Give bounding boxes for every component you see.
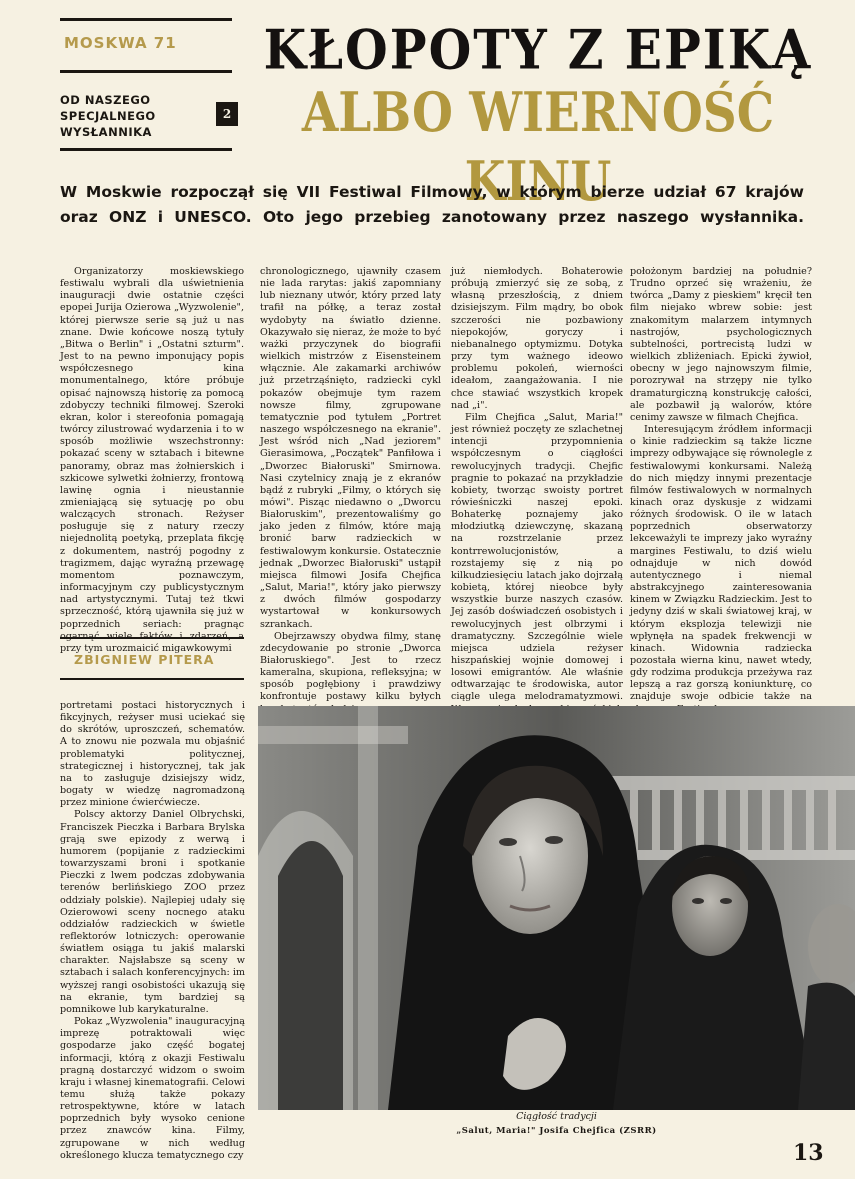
section-label: MOSKWA 71 (64, 34, 177, 52)
article-column-2 (260, 266, 441, 702)
article-paragraph: chronologicznego, ujawniły czasem nie lada rarytas: jakiś zapomniany lub nieznany utwór, który przed laty trafił na półkę, a teraz został wydobyty na światło dzienne. Okazywało się nieraz, że może to być ważki przyczynek do biografii wielkich mistrzów z Eisensteinem włącznie. Ale zakamarki archiwów już przetrząśnięto, radziecki cykl pokazów obejmuje tym razem nowsze filmy, zgrupowane tematycznie pod tytułem „Portret naszego współczesnego na ekranie". Jest wśród nich „Nad jeziorem" Gierasimowa, „Początek" Panfiłowa i „Dworzec Białoruski" Smirnowa. Nasi czytelnicy znają je z ekranów bądź z rubryki „Filmy, o których się mówi". Pisząc niedawno o „Dworcu Białoruskim", prezentowaliśmy go jako jeden z filmów, które mają bronić barw radzieckich w festiwalowym konkursie. Ostatecznie jednak „Dworzec Białoruski" ustąpił miejsca filmowi Josifa Chejfica „Salut, Maria!", który jako pierwszy z dwóch filmów gospodarzy wystartował w konkursowych szrankach. (260, 266, 441, 630)
correspondent-label: OD NASZEGO SPECJALNEGO WYSŁANNIKA (60, 93, 156, 139)
caption-credit: „Salut, Maria!" Josifa Chejfica (ZSRR) (456, 1126, 657, 1136)
headline-line1: KŁOPOTY Z EPIKĄ (263, 18, 813, 82)
page-number: 13 (793, 1140, 824, 1166)
article-column-1b (60, 700, 245, 1161)
mid-rule-left (60, 70, 232, 73)
author-byline: ZBIGNIEW PITERA (74, 652, 215, 667)
film-still-image (258, 706, 855, 1110)
bottom-rule-left (60, 148, 232, 151)
article-paragraph: Obejrzawszy obydwa filmy, stanę zdecydowanie po stronie „Dworca Białoruskiego". Jest to rzecz kameralna, skupiona, refleksyjna; w sposób pogłębiony i prawdziwy konfrontuje postawy kilku byłych (260, 630, 441, 703)
article-paragraph: portretami postaci historycznych i fikcyjnych, reżyser musi uciekać się do skrótów, uproszczeń, schematów. A to znowu nie pozwala mu objaśnić problematyki politycznej, strategicznej i historycznej, tak jak na to zasługuje dzisiejszy widz, bogaty w wiedzę nagromadzoną przez minione ćwierćwiecze. (60, 700, 245, 809)
article-paragraph: położonym bardziej na południe? Trudno oprzeć się wrażeniu, że twórca „Damy z pieskiem" kręcił ten film niejako wbrew sobie: jest znakomitym malarzem intymnych nastrojów, psychologicznych subtelności, portrecistą ludzi w wielkich zbliżeniach. Epicki żywioł, obecny w jego najnowszym filmie, porozrywał na strzępy nie tylko dramaturgiczną konstrukcję całości, ale pozbawił ją walorów, które cenimy zawsze w filmach Chejfica. (630, 266, 812, 423)
article-column-4 (630, 266, 812, 702)
film-still-photo (258, 706, 855, 1110)
article-column-1 (60, 266, 244, 654)
caption-title: Ciągłość tradycji (516, 1111, 597, 1122)
author-rule (60, 637, 244, 639)
author-rule-bottom (60, 678, 244, 680)
article-paragraph: Interesującym źródłem informacji o kinie radzieckim są także liczne imprezy odbywające się równolegle z festiwalowymi konkursami. Należą do nich między innymi prezentacje filmów festiwalowych w normalnych kinach oraz dyskusje z widzami różnych środowisk. O ile w latach poprzednich obserwatorzy lekceważyli te imprezy jako wyraźny margines Festiwalu, to dziś wielu odnajduje w nich dowód autentycznego i niemal abstrakcyjnego zainteresowania kinem w Związku Radzieckim. Jest to jedyny dziś w skali światowej kraj, w którym eksplozja telewizji nie wpłynęła na spadek frekwencji w kinach. Widownia radziecka pozostała wierna kinu, nawet wtedy, gdy rodzima produkcja przeżywa raz lepszą a raz gorszą koniunkturę, co znajduje swoje odbicie także na (630, 424, 812, 703)
article-paragraph: Polscy aktorzy Daniel Olbrychski, Franciszek Pieczka i Barbara Brylska grają swe epizody z werwą i humorem (popijanie z radzieckimi towarzyszami broni i spotkanie Pieczki z lwem podczas zdobywania terenów berlińskiego ZOO przez oddziały polskie). Najlepiej udały się Ozierowowi sceny nocnego ataku oddziałów radzieckich w świetle reflektorów lotniczych: operowanie światłem osiąga tu jakiś malarski charakter. Najsłabsze są sceny w sztabach i salach konferencyjnych: im wyższej rangi osobistości ukazują się na ekranie, tym bardziej są pomnikowe lub karykaturalne. (60, 809, 245, 1015)
article-paragraph: Organizatorzy moskiewskiego festiwalu wybrali dla uświetnienia inauguracji dwie ostatnie części epopei Jurija Ozierowa „Wyzwolenie", której pierwsze serie są już u nas znane. Dwie końcowe noszą tytuły „Bitwa o Berlin" i „Ostatni szturm". Jest to na pewno imponujący popis współczesnego kina monumentalnego, które próbuje opisać najnowszą historię za pomocą zdobyczy techniki filmowej. Szeroki ekran, kolor i stereofonia pomagają twórcy zilustrować wydarzenia i to w sposób możliwie wszechstronny: pokazać sceny w sztabach i bitewne panoramy, obraz mas żołnierskich i szkicowe sylwetki żołnierzy, frontową lawinę ognia i nieustannie zmieniającą się sytuację po obu walczących stronach. Reżyser posługuje się z natury rzeczy niejednolitą poetyką, przeplata fikcję z dokumentem, nastrój pogodny z tragizmem, dając wyraźną przewagę momentom poznawczym, informacyjnym czy publicystycznym nad artystycznymi. Tutaj też tkwi sprzeczność, którą ujawniła się już w poprzednich seriach: pragnąc przy tym urozmaicić migawkowymi (60, 266, 244, 654)
article-column-3 (451, 266, 623, 702)
photo-caption (258, 1110, 855, 1138)
article-paragraph: już niemłodych. Bohaterowie próbują zmierzyć się ze sobą, z własną przeszłością, z dniem dzisiejszym. Film mądry, bo obok szczerości nie pozbawiony niepokojów, goryczy i niebanalnego optymizmu. Dotyka przy tym ważnego ideowo problemu pokoleń, wierności ideałom, zaangażowania. I nie chce stawiać wszystkich kropek nad „i". (451, 266, 623, 411)
part-number-badge: 2 (216, 102, 238, 126)
article-paragraph: Film Chejfica „Salut, Maria!" jest również poczęty ze szlachetnej intencji przypomnienia współczesnym o ciągłości rewolucyjnych tradycji. Chejfic pragnie to pokazać na przykładzie kobiety, tworząc swoisty portret rówieśniczki naszej epoki. Bohaterkę poznajemy jako młodziutką dziewczynę, skazaną na rozstrzelanie przez kontrrewolucjonistów, a rozstajemy się z nią po kilkudziesięciu latach jako dojrzałą kobietą, której nieobce były wszystkie burze naszych czasów. Jej zasób doświadczeń osobistych i rewolucyjnych jest olbrzymi i dramatyczny. Szczególnie wiele miejsca udziela reżyser hiszpańskiej wojnie domowej i losowi emigrantów. Ale właśnie odtwarzając te środowiska, autor ciągle ulega melodramatyzmowi. (451, 411, 623, 703)
article-paragraph: Pokaz „Wyzwolenia" inauguracyjną imprezę potraktowali więc gospodarze jako część bogatej informacji, którą z okazji Festiwalu pragną dostarczyć widzom o swoim kraju i własnej kinematografii. Celowi temu służą także pokazy retrospektywne, które w latach poprzednich były wysoko cenione przez znawców kina. Filmy, zgrupowane w nich według określonego klucza tematycznego czy (60, 1016, 245, 1161)
lead-paragraph: W Moskwie rozpoczął się VII Festiwal Filmowy, w którym bierze udział 67 krajów oraz ONZ i UNESCO. Oto jego przebieg zanotowany przez naszego wysłannika. (60, 183, 804, 226)
headline-line2: ALBO WIERNOŚĆ KINU (301, 81, 775, 214)
top-rule-left (60, 18, 232, 21)
